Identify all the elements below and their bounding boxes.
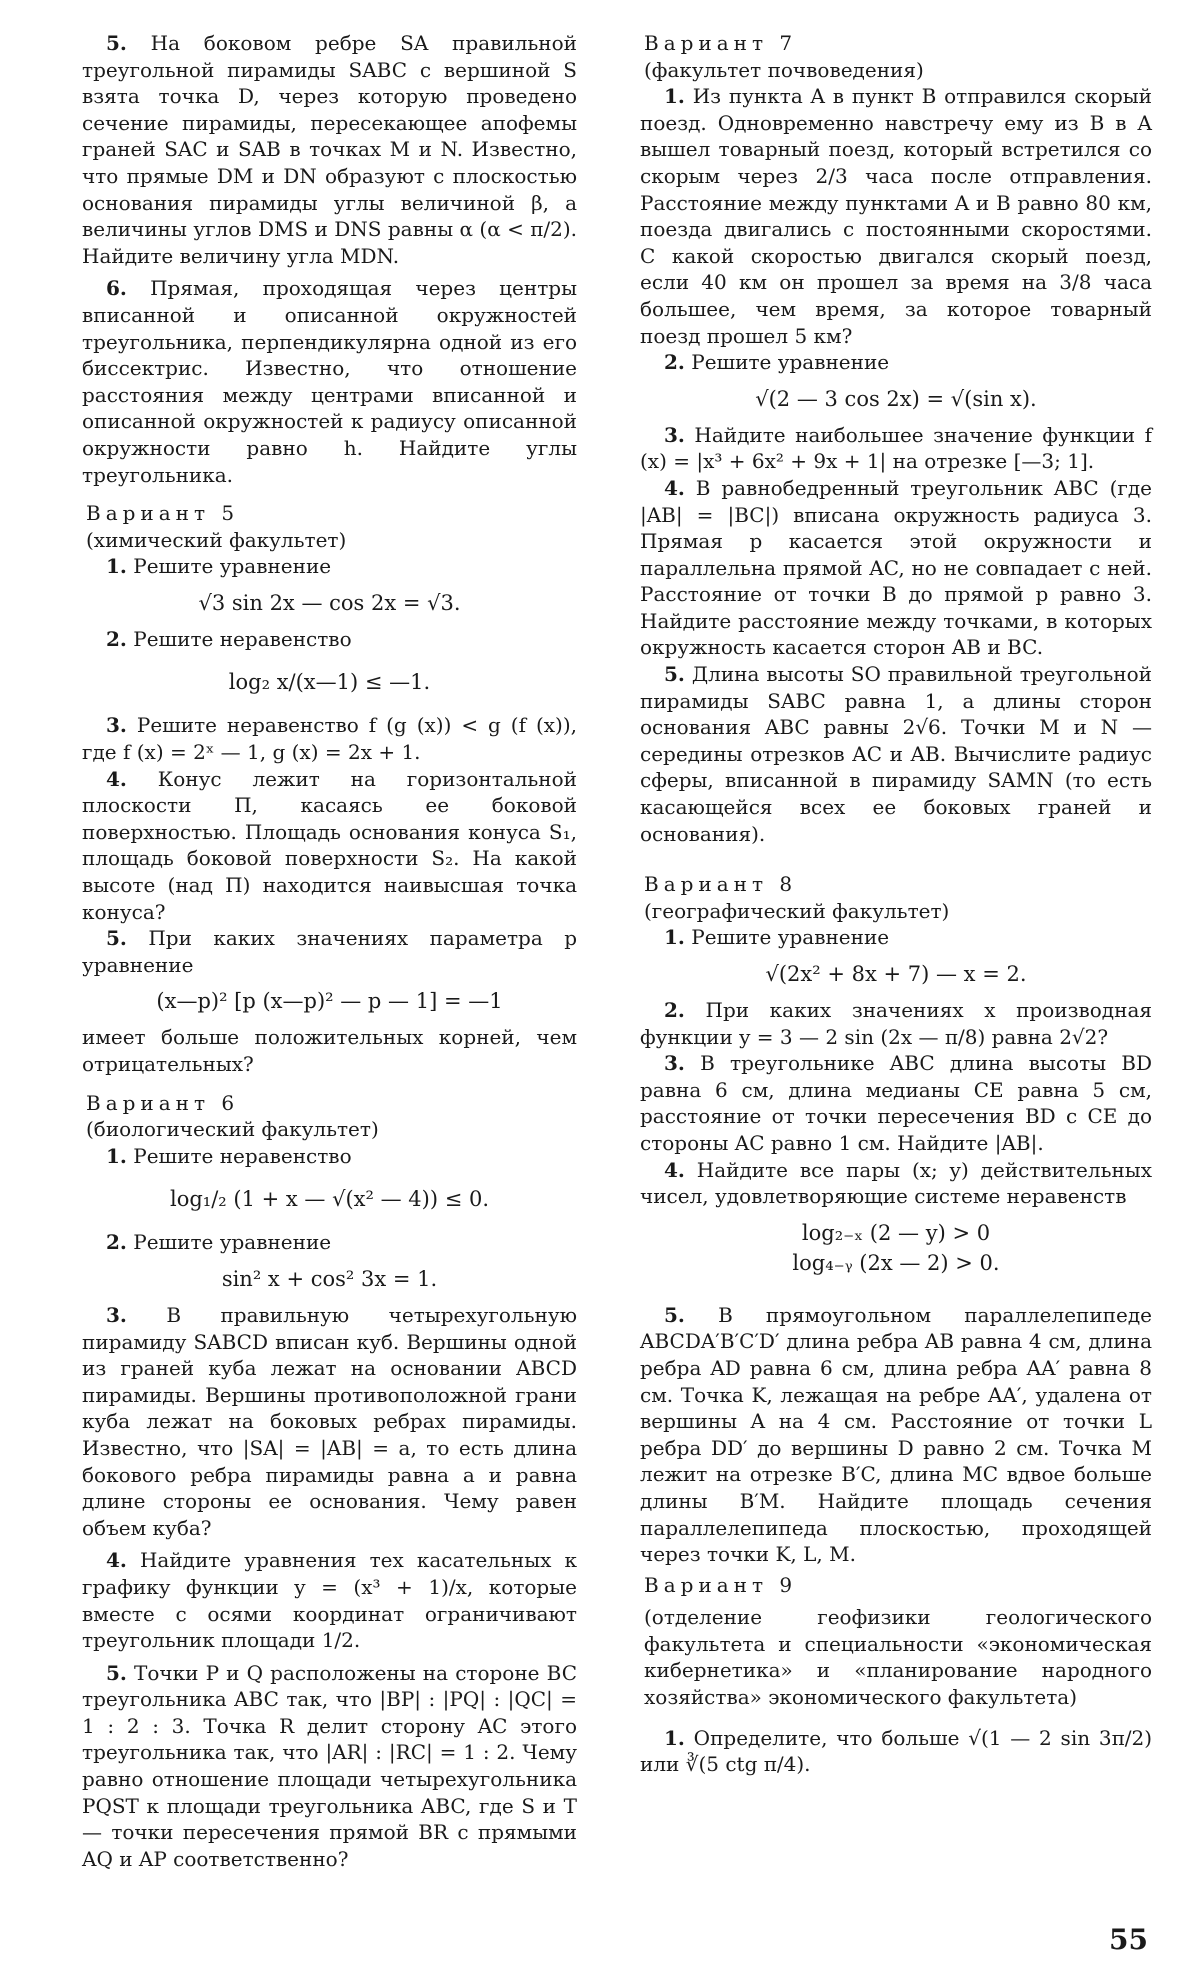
problem-text: Найдите наибольшее значение функции f (x) = |x³ + 6x² + 9x + 1| на отрезке [—3; 1].	[640, 422, 1153, 474]
problem-text: Найдите все пары (x; y) действительных чисел, удовлетворяющие системе неравенств	[640, 1157, 1153, 1209]
problem-text: В правильную четырехугольную пирамиду SABCD вписан куб. Вершины одной из граней куба лежат на основании ABCD пирамиды. Вершины противоположной грани куба лежат на боковых ребрах пирамиды. Известно, что |SA| = |AB| = a, то есть длина бокового ребра пирамиды равна a и равна длине стороны ее основания. Чему равен объем куба?	[82, 1302, 577, 1540]
faculty-label: (отделение геофизики геологического факультета и специальности «экономическая кибернетика» и «планирование народного хозяйства» экономического факультета)	[644, 1605, 1152, 1710]
problem-paragraph	[82, 766, 577, 926]
right-column	[640, 30, 1152, 1778]
problem-text: При каких значениях параметра p уравнение	[82, 926, 577, 977]
faculty-label: (факультет почвоведения)	[644, 57, 924, 82]
problem-paragraph	[82, 1547, 577, 1653]
faculty-label: (химический факультет)	[86, 527, 347, 552]
formula: (x—p)² [p (x—p)² — p — 1] = —1	[156, 989, 503, 1014]
problem-number: 3.	[664, 422, 685, 447]
problem-paragraph	[82, 1660, 577, 1873]
problem-number: 5.	[664, 662, 685, 687]
page-number: 55	[1109, 1923, 1148, 1956]
left-column	[82, 30, 577, 1872]
problem-text: На боковом ребре SA правильной треугольной пирамиды SABC с вершиной S взята точка D, через которую проведено сечение пирамиды, пересекающее апофемы граней SAC и SAB в точках M и N. Известно, что прямые DM и DN образуют с плоскостью основания пирамиды углы величиной β, а величины углов DMS и DNS равны α (α < π/2). Найдите величину угла MDN.	[82, 31, 578, 268]
formula: √3 sin 2x — cos 2x = √3.	[198, 590, 461, 615]
problem-text: Решите неравенство	[133, 626, 352, 651]
problem-text: Решите уравнение	[691, 925, 890, 950]
problem-paragraph	[640, 1725, 1152, 1778]
problem-text: Конус лежит на горизонтальной плоскости П, касаясь ее боковой поверхностью. Площадь основания конуса S₁, площадь боковой поверхности S₂. На какой высоте (над П) находится наивысшая точка конуса?	[82, 766, 577, 924]
variant-heading: Вариант 8	[644, 872, 798, 897]
problem-number: 5.	[106, 926, 127, 951]
problem-text: Решите уравнение	[133, 554, 332, 579]
problem-number: 2.	[106, 626, 127, 651]
problem-paragraph	[82, 553, 577, 580]
problem-number: 5.	[664, 1302, 685, 1327]
problem-paragraph	[640, 475, 1152, 661]
problem-number: 3.	[664, 1051, 685, 1076]
problem-text: Найдите уравнения тех касательных к графику функции y = (x³ + 1)/x, которые вместе с осями координат ограничивают треугольник площади 1/2.	[82, 1548, 578, 1653]
problem-number: 4.	[664, 1157, 685, 1182]
problem-number: 4.	[106, 1548, 127, 1573]
problem-paragraph	[640, 661, 1152, 847]
problem-paragraph	[82, 626, 577, 653]
problem-text: Решите уравнение	[691, 350, 890, 375]
problem-number: 6.	[106, 276, 127, 301]
problem-paragraph	[640, 924, 1152, 951]
variant-heading: Вариант 6	[86, 1090, 240, 1115]
problem-number: 4.	[106, 766, 127, 791]
problem-text: Определите, что больше √(1 — 2 sin 3π/2) или ∛(5 ctg π/4).	[640, 1725, 1152, 1777]
problem-continuation: имеет больше положительных корней, чем отрицательных?	[82, 1025, 577, 1076]
problem-number: 3.	[106, 1302, 127, 1327]
problem-number: 1.	[664, 84, 685, 109]
problem-paragraph	[82, 925, 577, 978]
problem-paragraph	[82, 1302, 577, 1541]
problem-number: 2.	[664, 350, 685, 375]
problem-paragraph	[640, 349, 1152, 376]
formula: √(2x² + 8x + 7) — x = 2.	[765, 962, 1027, 986]
formula: log₁/₂ (1 + x — √(x² — 4)) ≤ 0.	[170, 1187, 489, 1212]
problem-number: 5.	[106, 31, 127, 55]
problem-text: Решите неравенство f (g (x)) < g (f (x)), где f (x) = 2ˣ — 1, g (x) = 2x + 1.	[82, 713, 578, 765]
variant-heading: Вариант 7	[644, 31, 798, 55]
problem-paragraph	[82, 275, 577, 488]
problem-paragraph	[640, 1050, 1152, 1156]
problem-number: 1.	[106, 554, 127, 579]
formula-system-line: log₄₋ᵧ (2x — 2) > 0.	[792, 1250, 1000, 1275]
problem-text: Прямая, проходящая через центры вписанной и описанной окружностей треугольника, перпендикулярна одной из его биссектрис. Известно, что отношение расстояния между центрами вписанной и описанной окружностей к радиусу описанной окружности равно h. Найдите углы треугольника.	[82, 276, 577, 487]
formula: √(2 — 3 cos 2x) = √(sin x).	[755, 386, 1037, 411]
problem-text: При каких значениях x производная функции y = 3 — 2 sin (2x — π/8) равна 2√2?	[640, 998, 1152, 1049]
problem-paragraph	[640, 1157, 1152, 1210]
variant-heading: Вариант 9	[644, 1572, 798, 1597]
formula: sin² x + cos² 3x = 1.	[221, 1266, 438, 1291]
variant-heading: Вариант 5	[86, 501, 240, 526]
problem-text: В прямоугольном параллелепипеде ABCDA′B′C′D′ длина ребра AB равна 4 см, длина ребра AD равна 6 см, длина ребра AA′ равна 8 см. Точка K, лежащая на ребре AA′, удалена от вершины A на 4 см. Расстояние от точки L ребра DD′ до вершины D равно 2 см. Точка M лежит на отрезке B′C, длина MC вдвое больше длины B′M. Найдите площадь сечения параллелепипеда плоскостью, проходящей через точки K, L, M.	[640, 1302, 1152, 1567]
problem-number: 5.	[106, 1660, 127, 1685]
formula: log₂ x/(x—1) ≤ —1.	[228, 670, 431, 695]
problem-text: В треугольнике ABC длина высоты BD равна 6 см, длина медианы CE равна 5 см, расстояние от точки пересечения BD с CE до стороны AC равно 1 см. Найдите |AB|.	[640, 1051, 1152, 1155]
problem-text: В равнобедренный треугольник ABC (где |AB| = |BC|) вписана окружность радиуса 3. Прямая p касается этой окружности и параллельна прямой AC, но не совпадает с ней. Расстояние от точки B до прямой p равно 3. Найдите расстояние между точками, в которых окружность касается сторон AB и BC.	[640, 475, 1153, 660]
problem-number: 2.	[106, 1230, 127, 1255]
problem-number: 1.	[664, 925, 685, 950]
problem-paragraph	[640, 997, 1152, 1050]
faculty-label: (географический факультет)	[644, 898, 950, 923]
problem-paragraph	[82, 30, 577, 269]
problem-text: Решите уравнение	[133, 1230, 332, 1255]
problem-number: 3.	[106, 713, 127, 738]
problem-number: 2.	[664, 998, 685, 1022]
problem-text: Точки P и Q расположены на стороне BC треугольника ABC так, что |BP| : |PQ| : |QC| = 1 : 2 : 3. Точка R делит сторону AC этого треугольника так, что |AR| : |RC| = 1 : 2. Чему равно отношение площади четырехугольника PQST к площади треугольника ABC, где S и T — точки пересечения прямой BR с прямыми AQ и AP соответственно?	[82, 1660, 578, 1871]
problem-text: Решите неравенство	[133, 1143, 352, 1168]
problem-paragraph	[82, 712, 577, 765]
problem-paragraph	[640, 1302, 1152, 1568]
problem-text: Из пункта A в пункт B отправился скорый поезд. Одновременно навстречу ему из B в A вышел товарный поезд, который встретился со скорым через 2/3 часа после отправления. Расстояние между пунктами A и B равно 80 км, поезда двигались с постоянными скоростями. С какой скоростью двигался скорый поезд, если 40 км он прошел за время на 3/8 часа большее, чем время, за которое товарный поезд прошел 5 км?	[640, 84, 1152, 348]
problem-paragraph	[640, 422, 1152, 475]
problem-number: 1.	[106, 1143, 127, 1168]
problem-number: 1.	[664, 1725, 685, 1750]
faculty-label: (биологический факультет)	[86, 1117, 379, 1142]
problem-number: 4.	[664, 475, 685, 500]
problem-paragraph	[640, 83, 1152, 349]
problem-paragraph	[82, 1143, 577, 1170]
problem-paragraph	[82, 1229, 577, 1256]
problem-text: Длина высоты SO правильной треугольной пирамиды SABC равна 1, а длины сторон основания ABC равны 2√6. Точки M и N — середины отрезков AC и AB. Вычислите радиус сферы, вписанной в пирамиду SAMN (то есть касающейся всех ее боковых граней и основания).	[640, 662, 1152, 846]
formula-system-line: log₂₋ₓ (2 — y) > 0	[801, 1220, 991, 1245]
